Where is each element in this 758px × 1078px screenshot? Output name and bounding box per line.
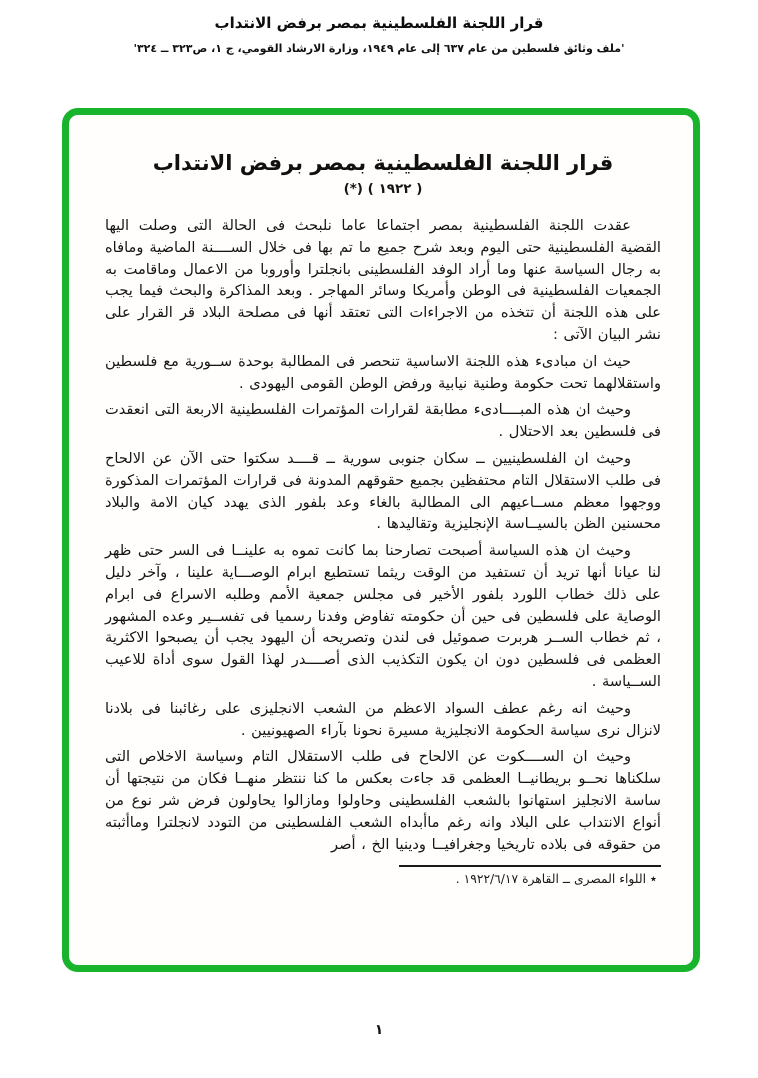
footnote <box>105 872 661 887</box>
paragraph-3: وحيث ان هذه المبــــادىء مطابقة لقرارات المؤتمرات الفلسطينية الاربعة التى انعقدت فى فلسطين بعد الاحتلال . <box>105 401 661 441</box>
document-title: قرار اللجنة الفلسطينية بمصر برفض الانتداب <box>152 151 614 175</box>
header-source-citation: 'ملف وثائق فلسطين من عام ٦٣٧ إلى عام ١٩٤٩، وزارة الارشاد القومي، ج ١، ص٣٢٣ ــ ٣٢٤' <box>133 42 625 55</box>
green-border-frame <box>62 108 700 972</box>
footnote-marker: ٭ <box>649 872 657 888</box>
paragraph-7: وحيث ان الســــكوت عن الالحاح فى طلب الاستقلال التام وسياسة الاخلاص التى سلكناها نحــو بريطانيــا العظمى قد جاءت بعكس ما كنا ننتظر منهــا فكان من نتيجتها أن ساسة الانجليز استهانوا بالشعب الفلسطينى وحاولوا ومازالوا يحاولون فرض شر نوع من أنواع الانتداب على البلاد وانه رغم ماأبداه الشعب الفلسطينى من التودد لانجلترا وماأثبته من حقوقه فى بلاده تاريخيا وجغرافيــا ودينيا الخ ، أصر <box>105 748 661 853</box>
paragraph-2: حيث ان مبادىء هذه اللجنة الاساسية تنحصر فى المطالبة بوحدة ســورية مع فلسطين واستقلالهما تحت حكومة وطنية نيابية ورفض الوطن القومى اليهودى . <box>105 352 661 392</box>
footnote-period: . <box>455 872 460 887</box>
footnote-separator-rule <box>399 865 661 867</box>
page-number: ١ <box>374 1022 384 1038</box>
document-year-line: ( ١٩٢٢ ) (*) <box>343 181 423 197</box>
document-scan <box>69 115 693 887</box>
paragraph-1: عقدت اللجنة الفلسطينية بمصر اجتماعا عاما نلبحث فى الحالة التى وصلت اليها القضية الفلسطينية حتى اليوم وبعد شرح جميع ما تم بها فى خلال الســــنة الماضية ومافاه به رجال السياسة عنها وما أراد الوفد الفلسطينى بانجلترا وأوروبا من الاعمال وماقامت به الجمعيات الفلسطينية فى الوطن وأمريكا وسائر المهاجر . وبعد المذاكرة والبحث فيما يجب على هذه اللجنة أن تتخذه من الاجراءات التى تعتقد أنها فى مصلحة البلاد قر القرار على نشر البيان الآتى : <box>105 217 661 343</box>
footnote-date: ١٩٢٢/٦/١٧ <box>463 872 519 887</box>
paragraph-6: وحيث انه رغم عطف السواد الاعظم من الشعب الانجليزى على رغائبنا فى بلادنا لانزال نرى سياسة الحكومة الانجليزية مسيرة نحونا بآراء الصهيونيين . <box>105 699 661 739</box>
footnote-text: اللواء المصرى ــ القاهرة <box>522 872 646 887</box>
paragraph-4: وحيث ان الفلسطينيين ــ سكان جنوبى سورية ــ قــــد سكتوا حتى الآن عن الالحاح فى طلب الاستقلال التام محتفظين بجميع حقوقهم المدونة فى قرارات المؤتمرات المذكورة ووجهوا معظم مســاعيهم الى المطالبة بالغاء وعد بلفور الذى يهدد كيان الامة والبلاد محسنين الظن بالسيــاسة الإنجليزية وتقاليدها . <box>105 449 661 533</box>
paragraph-5: وحيث ان هذه السياسة أصبحت تصارحنا بما كانت تموه به علينــا فى السر حتى ظهر لنا عيانا أنها تريد أن تستفيد من الوقت ريثما تستطيع ابرام الوصـــاية علينا ، وآخر دليل على ذلك خطاب اللورد بلفور الأخير فى مجلس جمعية الأمم وطلبه الاسراع فى ابرام الوصاية على فلسطين فى حين أن حكومته تفاوض وفدنا رسميا فى تفســير وعده المشهور ، ثم خطاب الســر هربرت صموئيل فى لندن وتصريحه أن اليهود يجب أن يصبحوا الاكثرية العظمى فى فلسطين دون ان يكون التكذيب الذى أصــــدر لهذا القول سوى أداة للاعيب الســياسة . <box>105 542 661 690</box>
page-header <box>0 14 758 55</box>
header-title: قرار اللجنة الفلسطينية بمصر برفض الانتداب <box>214 14 544 32</box>
